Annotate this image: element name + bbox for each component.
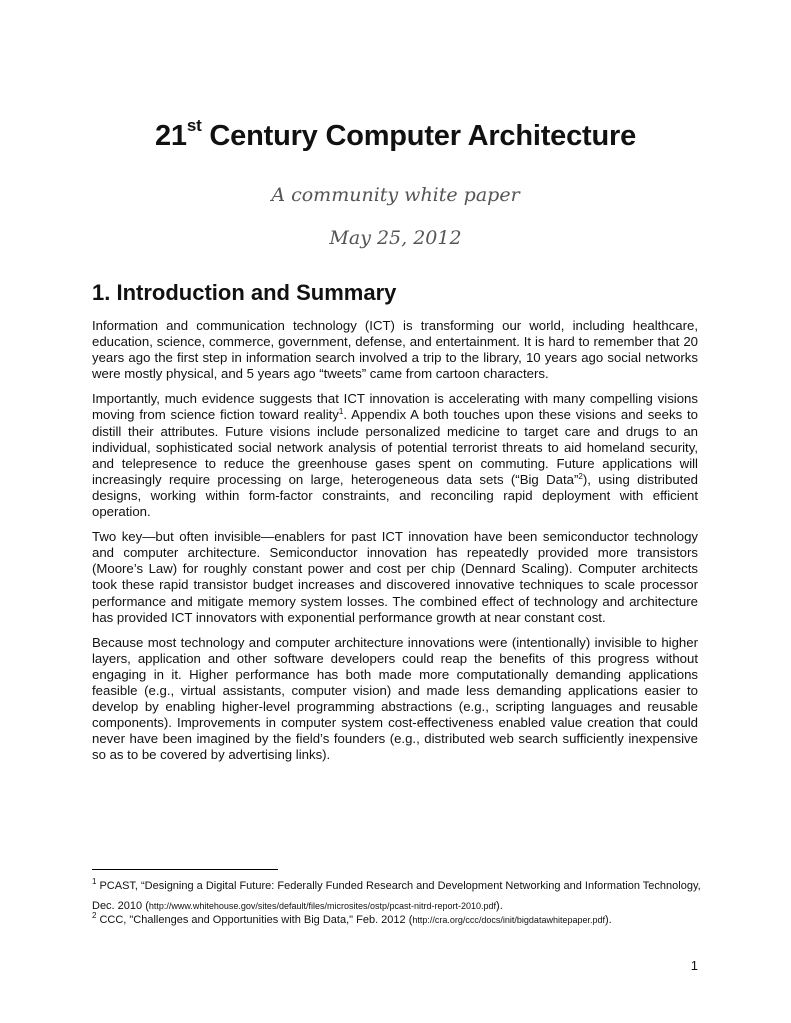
- footnote-2-text: CCC, "Challenges and Opportunities with Big Data," Feb. 2012 (: [99, 914, 413, 926]
- section-heading: 1. Introduction and Summary: [92, 280, 397, 305]
- paragraph-2-part-a: Importantly, much evidence suggests that ICT innovation is accelerating with many compelling visions moving from science fiction toward reality: [92, 391, 698, 423]
- footnote-divider: [92, 869, 278, 870]
- footnote-1-text: PCAST, “Designing a Digital Future: Federally Funded Research and Development Networking and Information Technology, Dec. 2010 (: [92, 880, 701, 912]
- paragraph-4: Because most technology and computer architecture innovations were (intentionally) invisible to higher layers, application and other software developers could reap the benefits of this progress without engaging in it. Higher performance has both made more computationally demanding applications feasible (e.g., virtual assistants, computer vision) and made less demanding applications easier to develop by enabling higher-level programming abstractions (e.g., scripting languages and reusable components). Improvements in computer system cost-effectiveness enabled value creation that could never have been imagined by the field’s founders (e.g., distributed web search sufficiently inexpensive so as to be covered by advertising links).: [92, 634, 698, 763]
- footnote-ref-1[interactable]: 1: [338, 407, 344, 417]
- page-title: [0, 116, 791, 153]
- title-number: 21: [154, 120, 187, 152]
- title-text: Century Computer Architecture: [201, 120, 637, 152]
- paragraph-2: [92, 391, 698, 520]
- footnote-2: [92, 910, 712, 930]
- paragraph-2-part-b: . Appendix A both touches upon these visions and seeks to distill their attributes. Future visions include personalized medicine to target care and drugs to an individual, sophisticated social network analysis of potential terrorist threats to aid homeland security, and telepresence to reduce the greenhouse gases spent on commuting. Future applications will increasingly require processing on large, heterogeneous data sets (“Big Data”: [92, 407, 698, 487]
- footnote-1-link[interactable]: http://www.whitehouse.gov/sites/default/files/microsites/ostp/pcast-nitrd-report-2010.pdf: [148, 901, 497, 911]
- footnote-1-end: ).: [496, 900, 503, 912]
- footnote-ref-2[interactable]: 2: [578, 471, 583, 481]
- body-text: [92, 318, 698, 772]
- page-number: 1: [690, 958, 698, 973]
- paragraph-2-part-c: ), using distributed designs, working within form-factor constraints, and reconciling rapid deployment with efficient operation.: [92, 471, 698, 520]
- footnote-2-end: ).: [605, 914, 612, 926]
- footnote-2-number: 2: [92, 911, 97, 920]
- subtitle: A community white paper: [271, 184, 520, 206]
- title-superscript: st: [186, 116, 202, 135]
- paragraph-1: Information and communication technology (ICT) is transforming our world, including healthcare, education, science, commerce, government, defense, and entertainment. It is hard to remember that 20 years ago the first step in information search involved a trip to the library, 10 years ago social networks were mostly physical, and 5 years ago “tweets” came from cartoon characters.: [92, 318, 698, 382]
- date: May 25, 2012: [329, 227, 462, 249]
- paragraph-3: Two key—but often invisible—enablers for past ICT innovation have been semiconductor technology and computer architecture. Semiconductor innovation has repeatedly provided more transistors (Moore’s Law) for roughly constant power and cost per chip (Dennard Scaling). Computer architects took these rapid transistor budget increases and discovered innovative techniques to scale processor performance and mitigate memory system losses. The combined effect of technology and architecture has provided ICT innovators with exponential performance growth at near constant cost.: [92, 529, 698, 625]
- footnote-2-link[interactable]: http://cra.org/ccc/docs/init/bigdatawhitepaper.pdf: [412, 915, 605, 925]
- footnote-1-number: 1: [92, 877, 97, 886]
